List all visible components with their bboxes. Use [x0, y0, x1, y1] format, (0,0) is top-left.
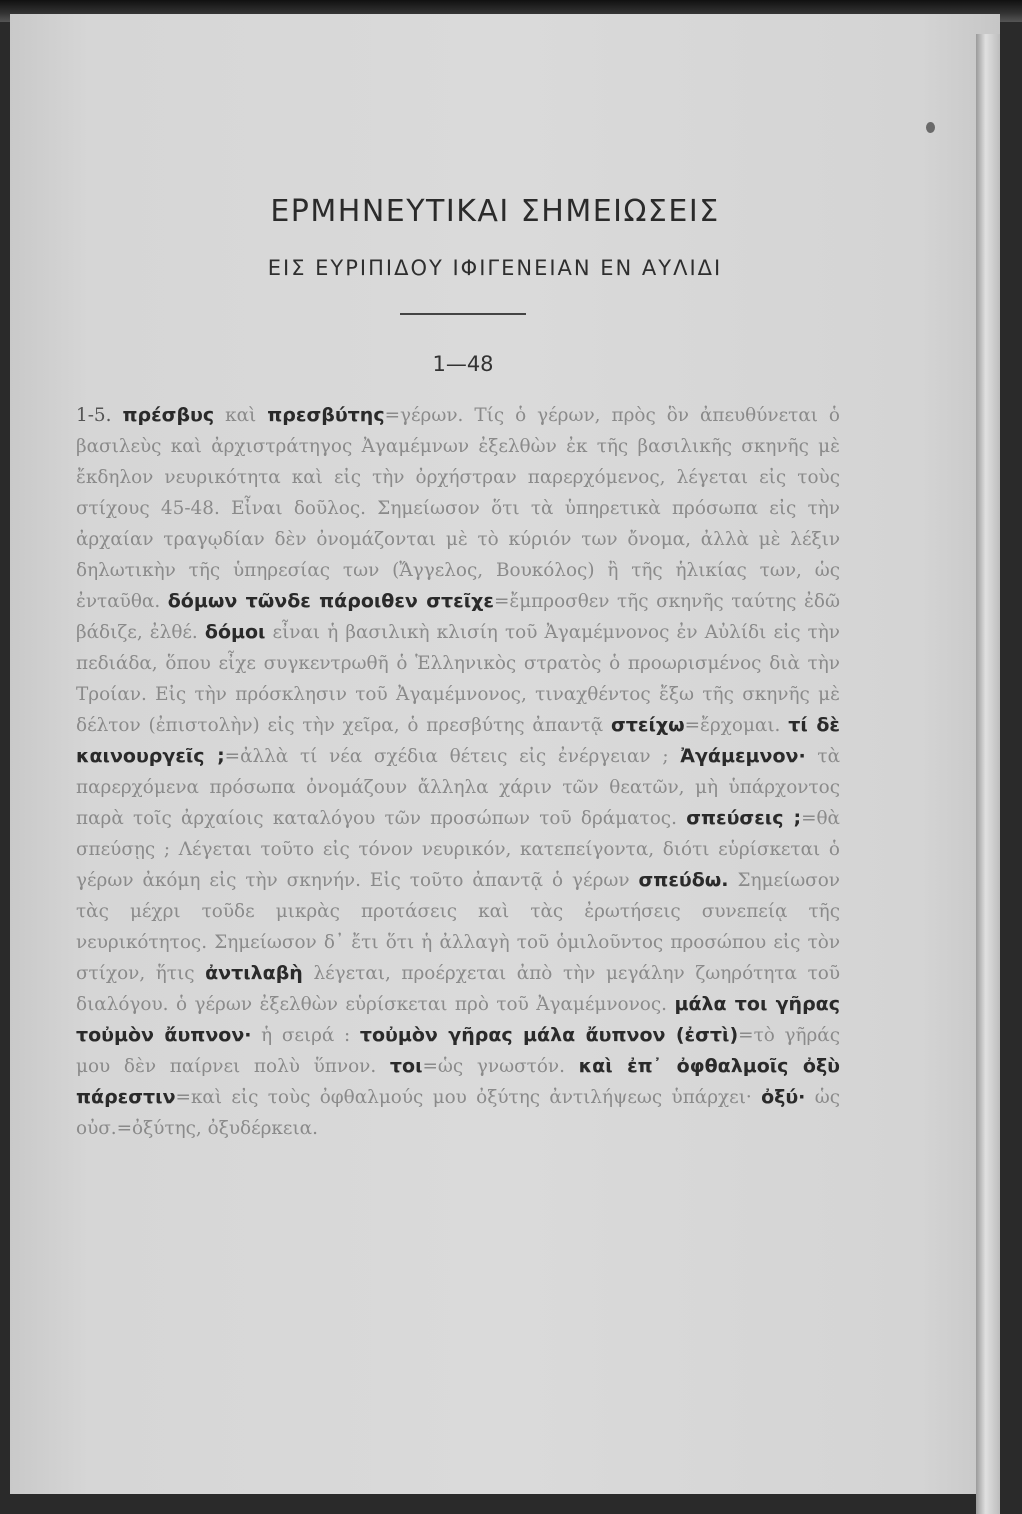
section-number: 1—48 [432, 352, 494, 376]
commentary-text: =ἔμπροσθεν τῆς σκηνῆς ταύτης ἐδῶ βάδιζε, ἐλθέ. [76, 591, 840, 643]
commentary-text: Σημείωσον τὰς μέχρι τοῦδε μικρὰς προτάσεις καὶ τὰς ἐρωτήσεις συνεπείᾳ τῆς νευρικότητος. Σημείωσον δ᾽ ἔτι ὅτι ἡ ἀλλαγὴ τοῦ ὁμιλοῦντος προσώπου εἰς τὸν στίχον, ἥτις [76, 870, 840, 984]
commentary-text: καὶ [214, 405, 268, 426]
commentary-text: =ὡς γνωστόν. [422, 1056, 579, 1077]
commentary-text: =καὶ εἰς τοὺς ὀφθαλμούς μου ὀξύτης ἀντιλήψεως ὑπάρχει· [175, 1087, 762, 1108]
title-divider [400, 313, 526, 315]
lemma-term: σπεύσεις ; [686, 807, 802, 829]
lemma-term: καὶ ἐπ᾽ ὀφθαλμοῖς ὀξὺ πάρεστιν [76, 1055, 841, 1108]
lemma-term: ἀντιλαβὴ [205, 962, 303, 984]
lemma-term: σπεύδω. [638, 869, 729, 891]
lemma-term: τοὐμὸν γῆρας μάλα ἄυπνον (ἐστὶ) [359, 1024, 739, 1046]
page-title: ΕΡΜΗΝΕΥΤΙΚΑΙ ΣΗΜΕΙΩΣΕΙΣ [270, 194, 720, 229]
verse-range: 1-5. [76, 405, 123, 426]
commentary-text: τὰ παρερχόμενα πρόσωπα ὀνομάζουν ἄλληλα χάριν τῶν θεατῶν, μὴ ὑπάρχοντος παρὰ τοῖς ἀρχαίοις καταλόγου τῶν προσώπων τοῦ δράματος. [76, 746, 840, 829]
lemma-term: δόμοι [204, 621, 266, 643]
commentary-text: λέγεται, προέρχεται ἀπὸ τὴν μεγάλην ζωηρότητα τοῦ διαλόγου. ὁ γέρων ἐξελθὼν εὑρίσκεται πρὸ τοῦ Ἀγαμέμνονος. [76, 963, 840, 1015]
commentary-text: ἡ σειρά : [251, 1025, 360, 1046]
lemma-term: τοι [389, 1055, 423, 1077]
lemma-term: Ἀγάμεμνον· [680, 745, 806, 767]
commentary-text: =θὰ σπεύσῃς ; Λέγεται τοῦτο εἰς τόνον νευρικόν, κατεπείγοντα, διότι εὑρίσκεται ὁ γέρων ἀκόμη εἰς τὴν σκηνήν. Εἰς τοῦτο ἀπαντᾷ ὁ γέρων [76, 808, 840, 891]
lemma-term: δόμων τῶνδε πάροιθεν στεῖχε [167, 590, 494, 612]
commentary-text: =τὸ γῆράς μου δὲν παίρνει πολὺ ὕπνον. [76, 1025, 841, 1077]
commentary-paragraph [76, 400, 840, 1144]
commentary-text: ὡς οὐσ.=ὀξύτης, ὀξυδέρκεια. [76, 1087, 840, 1139]
page-subtitle: ΕΙΣ ΕΥΡΙΠΙΔΟΥ ΙΦΙΓΕΝΕΙΑΝ ΕΝ ΑΥΛΙΔΙ [267, 256, 723, 280]
lemma-term: στείχω [610, 714, 685, 736]
lemma-term: ὀξύ· [761, 1086, 806, 1108]
lemma-term: τί δὲ καινουργεῖς ; [76, 714, 840, 767]
commentary-text: =ἔρχομαι. [684, 715, 789, 736]
ink-dot [926, 122, 935, 133]
lemma-term: πρεσβύτης [267, 404, 385, 426]
commentary-text: =γέρων. Τίς ὁ γέρων, πρὸς ὃν ἀπευθύνεται ὁ βασιλεὺς καὶ ἀρχιστράτηγος Ἀγαμέμνων ἐξελθὼν ἐκ τῆς βασιλικῆς σκηνῆς μὲ ἔκδηλον νευρικότητα καὶ εἰς τὴν ὀρχήστραν παρερχόμενος, λέγεται εἰς τοὺς στίχους 45-48. Εἶναι δοῦλος. Σημείωσον ὅτι τὰ ὑπηρετικὰ πρόσωπα εἰς τὴν ἀρχαίαν τραγῳδίαν δὲν ὀνομάζονται μὲ τὸ κύριόν των ὄνομα, ἀλλὰ μὲ λέξιν δηλωτικὴν τῆς ὑπηρεσίας των (Ἄγγελος, Βουκόλος) ἢ τῆς ἡλικίας των, ὡς ἐνταῦθα. [76, 405, 840, 612]
commentary-text: =ἀλλὰ τί νέα σχέδια θέτεις εἰς ἐνέργειαν ; [224, 746, 681, 767]
lemma-term: πρέσβυς [122, 404, 215, 426]
lemma-term: μάλα τοι γῆρας τοὐμὸν ἄυπνον· [76, 993, 840, 1046]
commentary-text: εἶναι ἡ βασιλικὴ κλισίη τοῦ Ἀγαμέμνονος ἐν Αὐλίδι εἰς τὴν πεδιάδα, ὅπου εἶχε συγκεντρωθῆ ὁ Ἑλληνικὸς στρατὸς ὁ προωρισμένος διὰ τὴν Τροίαν. Εἰς τὴν πρόσκλησιν τοῦ Ἀγαμέμνονος, τιναχθέντος ἔξω τῆς σκηνῆς μὲ δέλτον (ἐπιστολὴν) εἰς τὴν χεῖρα, ὁ πρεσβύτης ἀπαντᾷ [76, 622, 840, 736]
